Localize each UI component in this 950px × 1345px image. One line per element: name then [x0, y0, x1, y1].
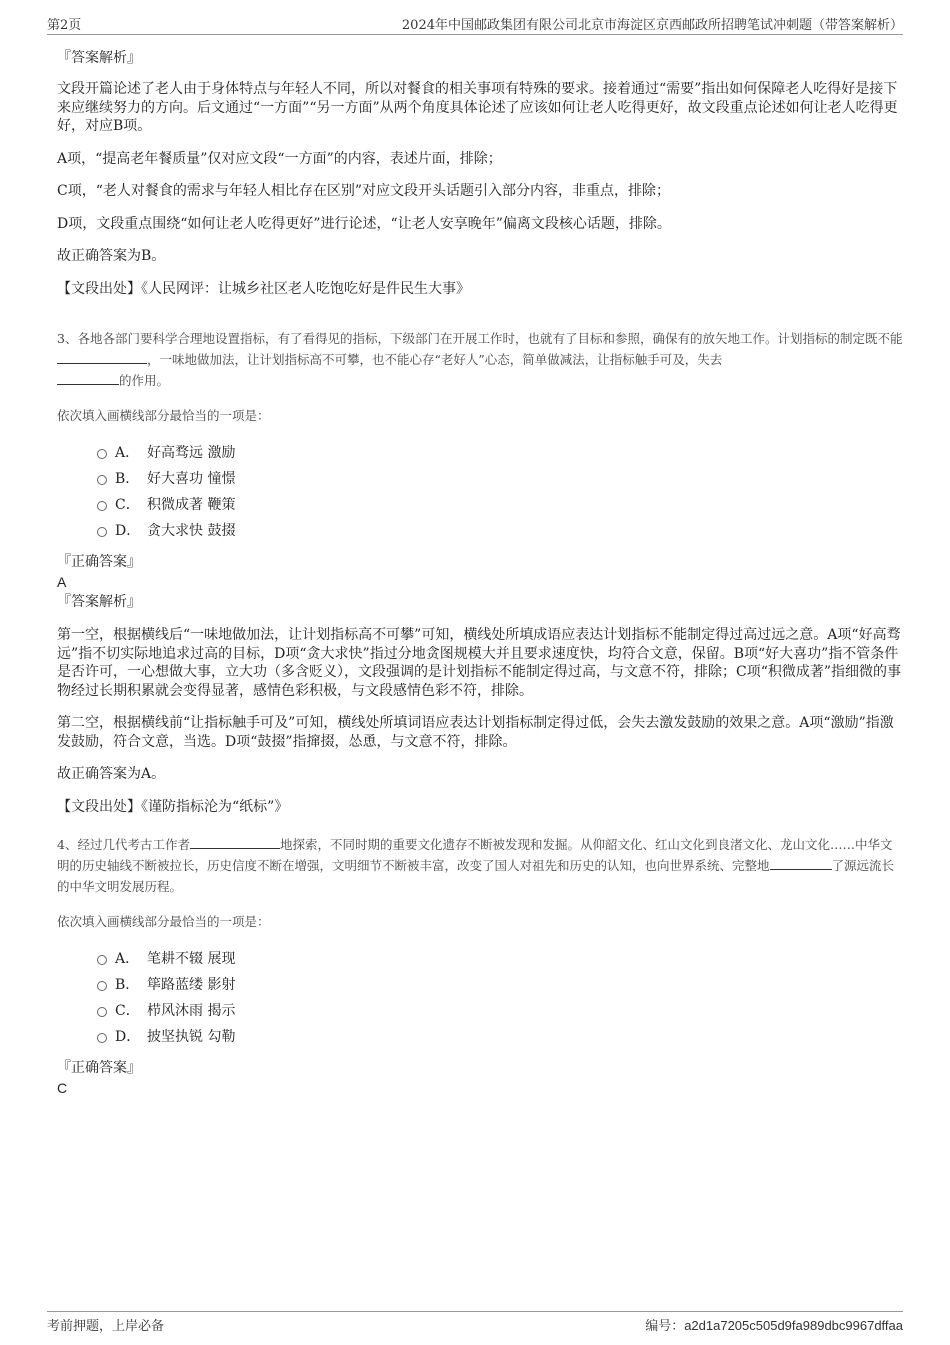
analysis-paragraph: 文段开篇论述了老人由于身体特点与年轻人不同，所以对餐食的相关事项有特殊的要求。接着通过“需要”指出如何保障老人吃得好是接下来应继续努力的方向。后文通过“一方面”“另一方面”从两个角度具体论述了应该如何让老人吃得更好，故文段重点论述如何让老人吃得更好，对应B项。 [57, 81, 898, 134]
radio-icon[interactable] [97, 527, 107, 537]
option-c[interactable]: C． 积微成著 鞭策 [57, 492, 903, 518]
correct-answer-label: 『正确答案』 [57, 554, 141, 570]
page-number: 第2页 [47, 18, 82, 33]
conclusion: 故正确答案为A。 [57, 766, 166, 782]
option-d[interactable]: D． 披坚执锐 勾勒 [57, 1024, 903, 1050]
analysis-label: 『答案解析』 [57, 594, 141, 610]
correct-answer-label: 『正确答案』 [57, 1060, 141, 1076]
analysis-option-a: A项，“提高老年餐质量”仅对应文段“一方面”的内容，表述片面，排除； [57, 150, 502, 167]
question-4-options [57, 946, 903, 1050]
fill-blank [57, 374, 119, 385]
analysis-paragraph: 第一空，根据横线后“一味地做加法，让计划指标高不可攀”可知，横线处所填成语应表达计划指标不能制定得过高过远之意。A项“好高骛远”指不切实际地追求过高的目标，D项“贪大求快”指过分地贪图规模大并且要求速度快，均符合文意，保留。B项“好大喜功”指不管条件是否许可，一心想做大事，立大功（多含贬义），文段强调的是计划指标不能制定得过高，与文意不符，排除；C项“积微成著”指细微的事物经过长期积累就会变得显著，感情色彩积极，与文段感情色彩不符，排除。 [57, 627, 902, 699]
page-footer [47, 1311, 903, 1334]
radio-icon[interactable] [97, 981, 107, 991]
option-b[interactable]: B． 筚路蓝缕 影射 [57, 972, 903, 998]
correct-answer: C [57, 1080, 68, 1096]
question-3-prompt: 依次填入画横线部分最恰当的一项是： [57, 408, 270, 423]
fill-blank [57, 353, 147, 364]
option-a[interactable]: A． 好高骛远 激励 [57, 440, 903, 466]
radio-icon[interactable] [97, 1033, 107, 1043]
radio-icon[interactable] [97, 501, 107, 511]
analysis-option-d: D项，文段重点围绕“如何让老人吃得更好”进行论述，“让老人安享晚年”偏离文段核心话题，排除。 [57, 215, 671, 232]
option-b[interactable]: B． 好大喜功 憧憬 [57, 466, 903, 492]
footer-slogan: 考前押题，上岸必备 [47, 1319, 165, 1334]
page-header [47, 12, 903, 35]
option-d[interactable]: D． 贪大求快 鼓掇 [57, 518, 903, 544]
analysis-label: 『答案解析』 [57, 50, 141, 66]
analysis-option-c: C项，“老人对餐食的需求与年轻人相比存在区别”对应文段开头话题引入部分内容，非重点，排除； [57, 183, 671, 199]
fill-blank [770, 859, 832, 870]
radio-icon[interactable] [97, 1007, 107, 1017]
page-content [57, 48, 903, 1098]
source-citation: 【文段出处】《谨防指标沦为“纸标”》 [57, 798, 289, 815]
document-code: 编号：a2d1a7205c505d9fa989dbc9967dffaa [645, 1318, 903, 1333]
question-4-prompt: 依次填入画横线部分最恰当的一项是： [57, 914, 270, 929]
radio-icon[interactable] [97, 449, 107, 459]
question-3-options [57, 440, 903, 544]
fill-blank [190, 838, 280, 849]
conclusion: 故正确答案为B。 [57, 248, 166, 264]
option-a[interactable]: A． 笔耕不辍 展现 [57, 946, 903, 972]
analysis-paragraph: 第二空，根据横线前“让指标触手可及”可知，横线处所填词语应表达计划指标制定得过低，会失去激发鼓励的效果之意。A项“激励”指激发鼓励，符合文意，当选。D项“鼓掇”指撺掇，怂恿，与文意不符，排除。 [57, 715, 894, 750]
document-title: 2024年中国邮政集团有限公司北京市海淀区京西邮政所招聘笔试冲刺题（带答案解析） [401, 18, 903, 33]
radio-icon[interactable] [97, 955, 107, 965]
radio-icon[interactable] [97, 475, 107, 485]
question-4-stem: 4、经过几代考古工作者 地探索，不同时期的重要文化遗存不断被发现和发掘。从仰韶文化、红山文化到良渚文化、龙山文化……中华文明的历史轴线不断被拉长，历史信度不断在增强，文明细节不断被丰富，改变了国人对祖先和历史的认知，也向世界系统、完整地 了源远流长的中华文明发展历程。 [57, 837, 895, 894]
correct-answer: A [57, 574, 67, 590]
source-citation: 【文段出处】《人民网评：让城乡社区老人吃饱吃好是件民生大事》 [57, 280, 470, 297]
option-c[interactable]: C． 栉风沐雨 揭示 [57, 998, 903, 1024]
question-3-stem: 3、各地各部门要科学合理地设置指标，有了看得见的指标，下级部门在开展工作时，也就有了目标和参照，确保有的放矢地工作。计划指标的制定既不能，一味地做加法，让计划指标高不可攀，也不能心存“老好人”心态，简单做减法，让指标触手可及，失去 的作用。 [57, 331, 903, 388]
